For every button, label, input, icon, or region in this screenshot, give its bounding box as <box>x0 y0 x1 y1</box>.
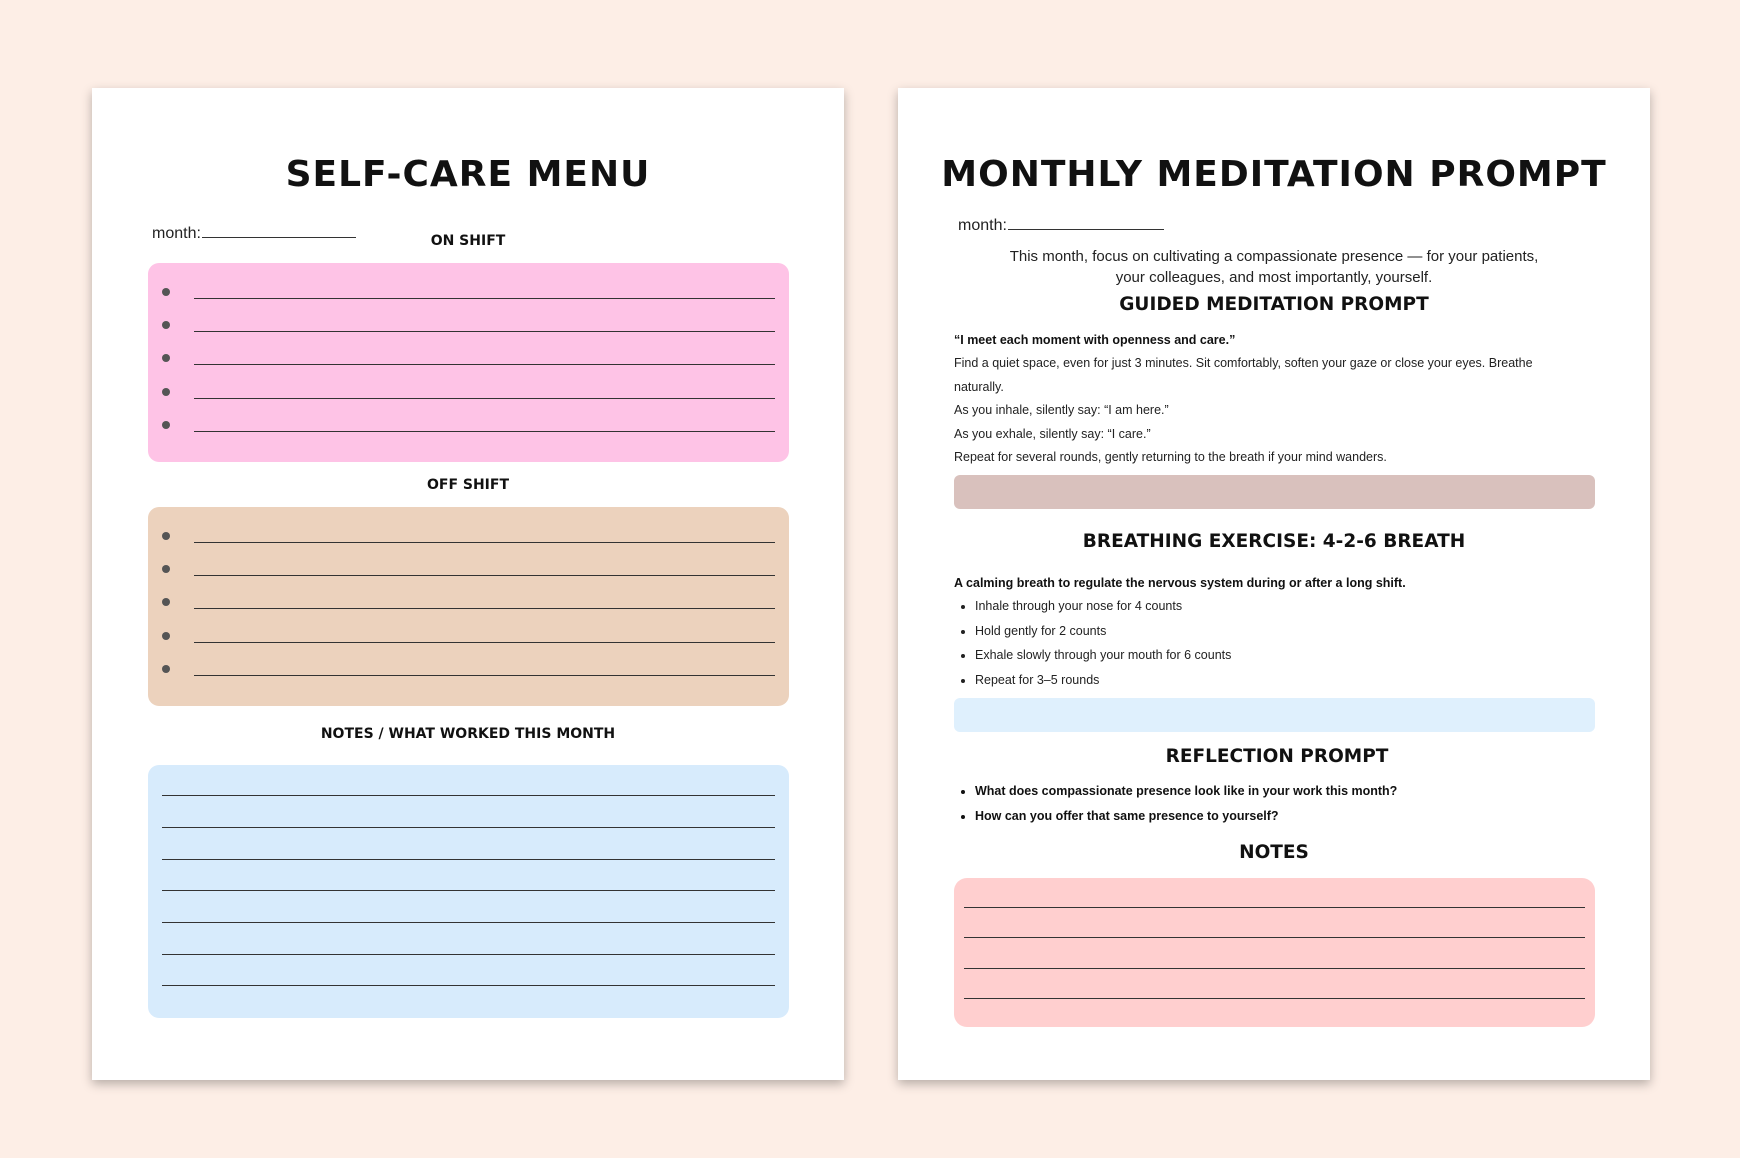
guided-divider-bar <box>954 475 1595 509</box>
intro-text <box>968 246 1580 288</box>
bullet-icon <box>162 388 170 396</box>
reflection-questions <box>954 784 1397 833</box>
page-title: SELF-CARE MENU <box>285 154 651 195</box>
notes-heading: NOTES / WHAT WORKED THIS MONTH <box>320 726 616 742</box>
reflection-question: • What does compassionate presence look like in your work this month? <box>975 784 1397 809</box>
guided-line: Find a quiet space, even for just 3 minutes. Sit comfortably, soften your gaze or close your eyes. Breathe <box>954 356 1533 370</box>
write-line <box>964 937 1585 938</box>
breathing-intro: A calming breath to regulate the nervous system during or after a long shift. <box>954 576 1406 590</box>
write-line <box>194 431 775 432</box>
on-shift-item[interactable] <box>162 319 775 333</box>
write-line <box>194 364 775 365</box>
write-line <box>964 907 1585 908</box>
write-line <box>162 795 775 796</box>
intro-line: your colleagues, and most importantly, yourself. <box>1115 269 1433 286</box>
breathing-divider-bar <box>954 698 1595 732</box>
guided-quote: “I meet each moment with openness and care.” <box>954 333 1236 347</box>
write-line <box>162 954 775 955</box>
month-label: month: <box>958 217 1007 234</box>
on-shift-item[interactable] <box>162 286 775 300</box>
write-line <box>964 998 1585 999</box>
bullet-icon <box>162 532 170 540</box>
bullet-icon <box>162 354 170 362</box>
off-shift-item[interactable] <box>162 630 775 644</box>
guided-line: Repeat for several rounds, gently returning to the breath if your mind wanders. <box>954 450 1387 464</box>
guided-line: naturally. <box>954 380 1004 394</box>
write-line <box>162 922 775 923</box>
page-title: MONTHLY MEDITATION PROMPT <box>941 154 1607 195</box>
off-shift-item[interactable] <box>162 596 775 610</box>
write-line <box>194 575 775 576</box>
write-line <box>964 968 1585 969</box>
off-shift-item[interactable] <box>162 563 775 577</box>
on-shift-heading: ON SHIFT <box>430 233 506 249</box>
guided-line: As you inhale, silently say: “I am here.” <box>954 403 1169 417</box>
off-shift-item[interactable] <box>162 663 775 677</box>
notes-box[interactable] <box>148 765 789 1018</box>
write-line <box>162 859 775 860</box>
month-blank[interactable] <box>1008 228 1164 230</box>
off-shift-box <box>148 507 789 706</box>
bullet-icon <box>162 288 170 296</box>
off-shift-item[interactable] <box>162 530 775 544</box>
bullet-icon <box>162 632 170 640</box>
intro-line: This month, focus on cultivating a compassionate presence — for your patients, <box>1009 248 1539 265</box>
write-line <box>162 827 775 828</box>
breathing-heading: BREATHING EXERCISE: 4-2-6 BREATH <box>1082 531 1466 552</box>
on-shift-item[interactable] <box>162 419 775 433</box>
bullet-icon <box>162 421 170 429</box>
write-line <box>194 398 775 399</box>
write-line <box>194 542 775 543</box>
notes-box[interactable] <box>954 878 1595 1027</box>
write-line <box>162 985 775 986</box>
write-line <box>194 608 775 609</box>
meditation-prompt-page <box>898 88 1650 1080</box>
bullet-icon <box>162 565 170 573</box>
reflection-heading: REFLECTION PROMPT <box>1165 746 1389 767</box>
bullet-icon <box>162 321 170 329</box>
guided-line: As you exhale, silently say: “I care.” <box>954 427 1151 441</box>
on-shift-item[interactable] <box>162 386 775 400</box>
guided-heading: GUIDED MEDITATION PROMPT <box>1119 294 1429 315</box>
write-line <box>194 298 775 299</box>
write-line <box>194 331 775 332</box>
write-line <box>162 890 775 891</box>
off-shift-heading: OFF SHIFT <box>426 477 510 493</box>
breathing-step: • Repeat for 3–5 rounds <box>975 673 1231 698</box>
bullet-icon <box>162 598 170 606</box>
self-care-menu-page <box>92 88 844 1080</box>
reflection-question: • How can you offer that same presence to yourself? <box>975 809 1397 834</box>
month-field[interactable] <box>958 217 1164 235</box>
write-line <box>194 642 775 643</box>
notes-heading: NOTES <box>1239 842 1309 863</box>
month-label: month: <box>152 225 201 242</box>
on-shift-item[interactable] <box>162 352 775 366</box>
breathing-step: • Inhale through your nose for 4 counts <box>975 599 1231 624</box>
on-shift-box <box>148 263 789 462</box>
breathing-step: • Hold gently for 2 counts <box>975 624 1231 649</box>
breathing-step: • Exhale slowly through your mouth for 6 counts <box>975 648 1231 673</box>
bullet-icon <box>162 665 170 673</box>
breathing-steps <box>954 599 1231 697</box>
write-line <box>194 675 775 676</box>
